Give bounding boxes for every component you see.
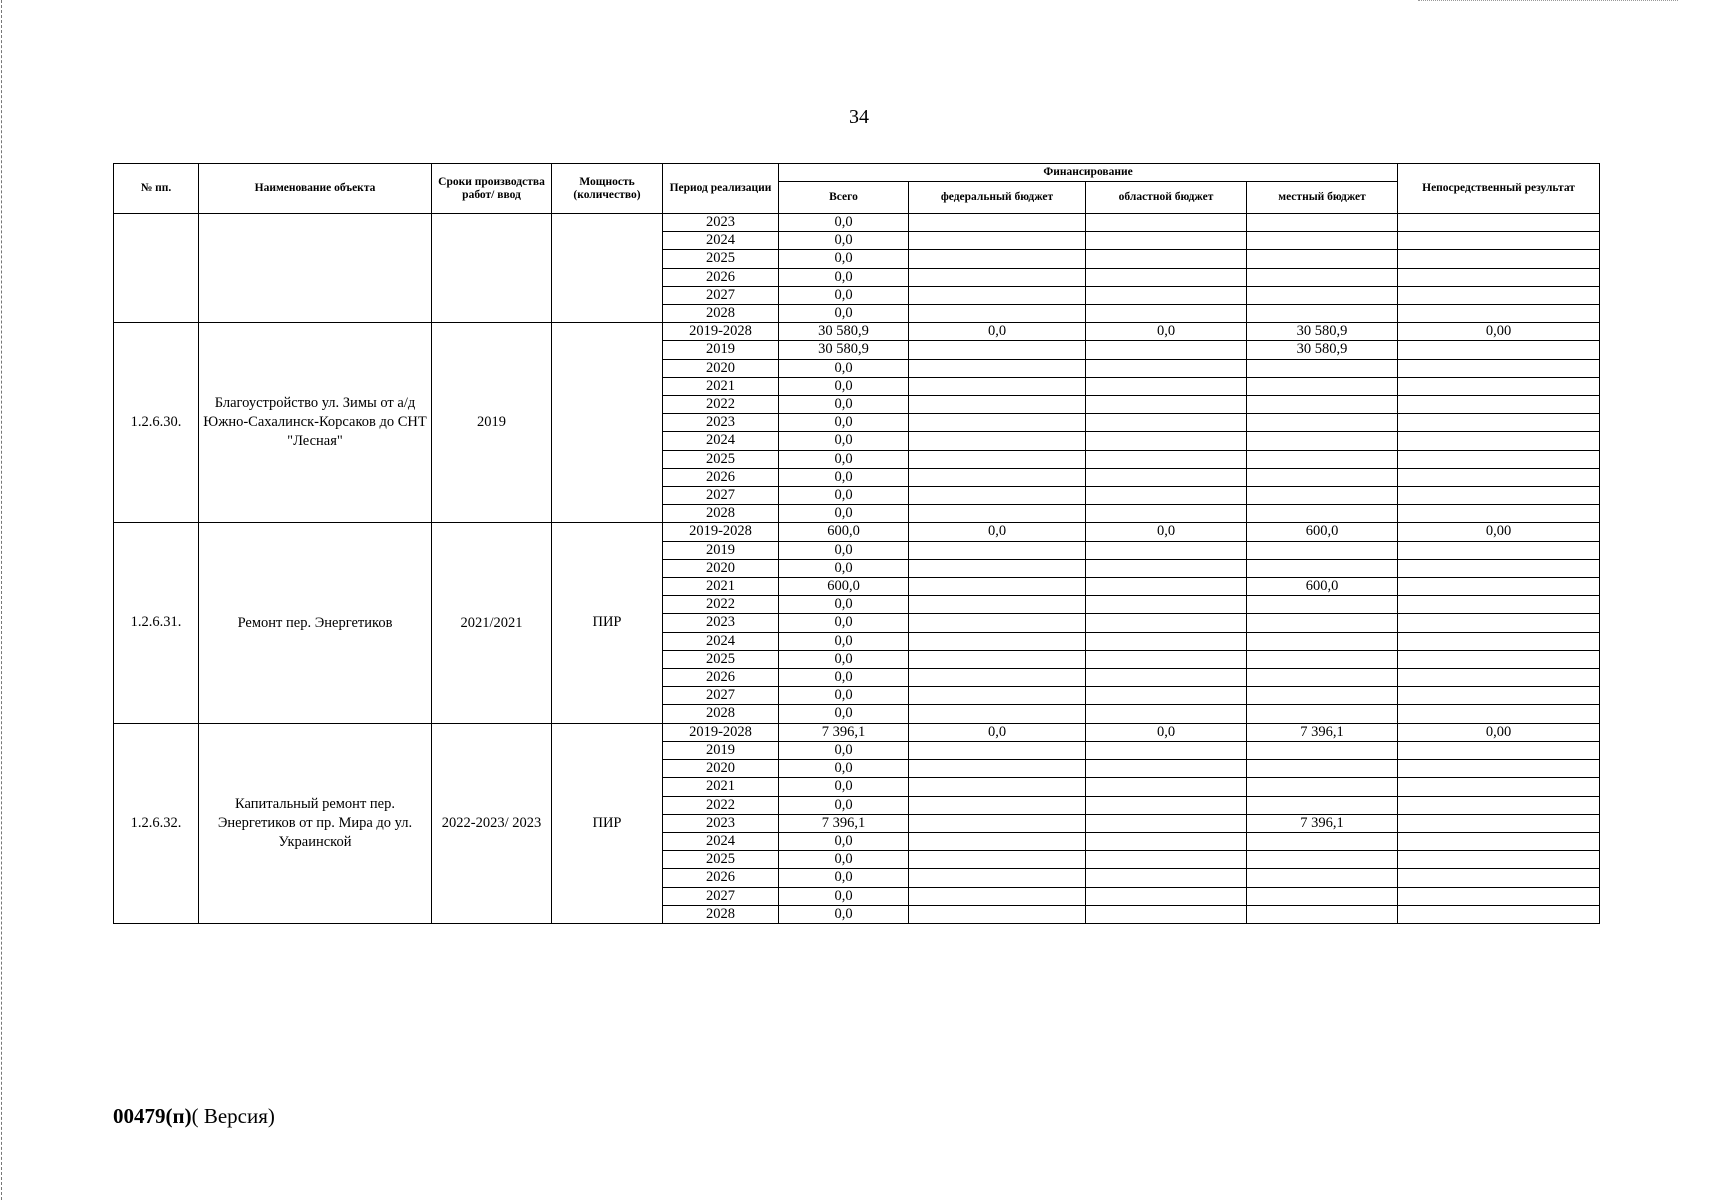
cell-federal bbox=[909, 396, 1086, 414]
cell-local bbox=[1247, 359, 1398, 377]
cell-result bbox=[1398, 341, 1600, 359]
cell-federal bbox=[909, 414, 1086, 432]
cell-regional bbox=[1086, 468, 1247, 486]
cell-total: 0,0 bbox=[779, 887, 909, 905]
cell-regional bbox=[1086, 741, 1247, 759]
cell-regional bbox=[1086, 705, 1247, 723]
cell-regional bbox=[1086, 578, 1247, 596]
cell-result bbox=[1398, 687, 1600, 705]
scan-edge-mark bbox=[1418, 0, 1678, 2]
cell-federal bbox=[909, 741, 1086, 759]
header-num: № пп. bbox=[114, 164, 199, 214]
cell-total: 0,0 bbox=[779, 778, 909, 796]
scan-edge-line bbox=[1, 0, 3, 1200]
cell-period: 2027 bbox=[663, 487, 779, 505]
cell-local bbox=[1247, 596, 1398, 614]
cell-period: 2028 bbox=[663, 505, 779, 523]
cell-local bbox=[1247, 286, 1398, 304]
cell-result: 0,00 bbox=[1398, 723, 1600, 741]
cell-federal bbox=[909, 487, 1086, 505]
cell-result bbox=[1398, 741, 1600, 759]
cell-num: 1.2.6.30. bbox=[114, 323, 199, 523]
cell-local bbox=[1247, 705, 1398, 723]
cell-total: 0,0 bbox=[779, 796, 909, 814]
cell-result bbox=[1398, 250, 1600, 268]
cell-terms: 2021/2021 bbox=[432, 523, 552, 723]
cell-total: 0,0 bbox=[779, 650, 909, 668]
cell-result bbox=[1398, 578, 1600, 596]
cell-total: 0,0 bbox=[779, 741, 909, 759]
cell-name: Благоустройство ул. Зимы от а/д Южно-Сахалинск-Корсаков до СНТ "Лесная" bbox=[199, 323, 432, 523]
cell-regional: 0,0 bbox=[1086, 323, 1247, 341]
cell-local: 7 396,1 bbox=[1247, 723, 1398, 741]
cell-period: 2020 bbox=[663, 359, 779, 377]
cell-period: 2022 bbox=[663, 396, 779, 414]
cell-federal bbox=[909, 505, 1086, 523]
cell-result bbox=[1398, 268, 1600, 286]
cell-period: 2019-2028 bbox=[663, 723, 779, 741]
cell-local bbox=[1247, 541, 1398, 559]
cell-federal bbox=[909, 359, 1086, 377]
cell-federal bbox=[909, 596, 1086, 614]
document-footer bbox=[113, 1104, 275, 1129]
cell-regional bbox=[1086, 632, 1247, 650]
cell-total: 0,0 bbox=[779, 832, 909, 850]
cell-federal bbox=[909, 814, 1086, 832]
cell-local bbox=[1247, 559, 1398, 577]
cell-local bbox=[1247, 396, 1398, 414]
cell-total: 0,0 bbox=[779, 359, 909, 377]
header-period: Период реализации bbox=[663, 164, 779, 214]
cell-period: 2025 bbox=[663, 851, 779, 869]
cell-result bbox=[1398, 905, 1600, 923]
cell-result bbox=[1398, 832, 1600, 850]
cell-federal bbox=[909, 669, 1086, 687]
cell-period: 2019-2028 bbox=[663, 523, 779, 541]
cell-regional bbox=[1086, 541, 1247, 559]
document-code: 00479(п) bbox=[113, 1104, 192, 1128]
header-total: Всего bbox=[779, 182, 909, 214]
cell-federal bbox=[909, 305, 1086, 323]
cell-name bbox=[199, 214, 432, 323]
cell-regional bbox=[1086, 414, 1247, 432]
cell-federal bbox=[909, 650, 1086, 668]
cell-regional bbox=[1086, 341, 1247, 359]
cell-local bbox=[1247, 450, 1398, 468]
cell-result bbox=[1398, 377, 1600, 395]
page-number: 34 bbox=[849, 106, 869, 128]
cell-federal bbox=[909, 614, 1086, 632]
cell-capacity bbox=[552, 323, 663, 523]
cell-period: 2026 bbox=[663, 669, 779, 687]
cell-local bbox=[1247, 669, 1398, 687]
cell-period: 2023 bbox=[663, 614, 779, 632]
cell-regional bbox=[1086, 268, 1247, 286]
cell-regional bbox=[1086, 778, 1247, 796]
cell-total: 0,0 bbox=[779, 705, 909, 723]
cell-total: 0,0 bbox=[779, 468, 909, 486]
cell-regional bbox=[1086, 814, 1247, 832]
cell-result bbox=[1398, 432, 1600, 450]
cell-result: 0,00 bbox=[1398, 323, 1600, 341]
cell-period: 2022 bbox=[663, 596, 779, 614]
cell-total: 7 396,1 bbox=[779, 723, 909, 741]
cell-local bbox=[1247, 760, 1398, 778]
cell-terms bbox=[432, 214, 552, 323]
cell-local bbox=[1247, 432, 1398, 450]
cell-period: 2019 bbox=[663, 741, 779, 759]
cell-period: 2026 bbox=[663, 268, 779, 286]
cell-local bbox=[1247, 905, 1398, 923]
cell-total: 0,0 bbox=[779, 250, 909, 268]
cell-total: 0,0 bbox=[779, 632, 909, 650]
cell-local bbox=[1247, 505, 1398, 523]
cell-local bbox=[1247, 650, 1398, 668]
cell-local bbox=[1247, 305, 1398, 323]
cell-regional bbox=[1086, 869, 1247, 887]
cell-federal bbox=[909, 705, 1086, 723]
cell-regional bbox=[1086, 596, 1247, 614]
cell-local: 7 396,1 bbox=[1247, 814, 1398, 832]
cell-num: 1.2.6.31. bbox=[114, 523, 199, 723]
cell-regional bbox=[1086, 887, 1247, 905]
cell-total: 7 396,1 bbox=[779, 814, 909, 832]
cell-local bbox=[1247, 687, 1398, 705]
cell-result bbox=[1398, 505, 1600, 523]
cell-result bbox=[1398, 468, 1600, 486]
header-financing: Финансирование bbox=[779, 164, 1398, 182]
cell-period: 2027 bbox=[663, 887, 779, 905]
cell-result bbox=[1398, 632, 1600, 650]
cell-total: 0,0 bbox=[779, 487, 909, 505]
cell-local: 30 580,9 bbox=[1247, 323, 1398, 341]
cell-period: 2026 bbox=[663, 869, 779, 887]
cell-total: 0,0 bbox=[779, 687, 909, 705]
cell-regional: 0,0 bbox=[1086, 523, 1247, 541]
cell-num bbox=[114, 214, 199, 323]
table-row bbox=[114, 214, 1600, 232]
header-capacity: Мощность (количество) bbox=[552, 164, 663, 214]
cell-period: 2024 bbox=[663, 232, 779, 250]
cell-federal bbox=[909, 796, 1086, 814]
cell-federal bbox=[909, 632, 1086, 650]
cell-local bbox=[1247, 487, 1398, 505]
cell-regional bbox=[1086, 214, 1247, 232]
cell-period: 2020 bbox=[663, 760, 779, 778]
cell-name: Капитальный ремонт пер. Энергетиков от пр. Мира до ул. Украинской bbox=[199, 723, 432, 923]
cell-period: 2023 bbox=[663, 414, 779, 432]
financing-table bbox=[113, 163, 1600, 924]
cell-result bbox=[1398, 359, 1600, 377]
cell-total: 0,0 bbox=[779, 377, 909, 395]
cell-regional bbox=[1086, 286, 1247, 304]
cell-total: 0,0 bbox=[779, 414, 909, 432]
cell-total: 0,0 bbox=[779, 214, 909, 232]
cell-period: 2019 bbox=[663, 341, 779, 359]
cell-federal bbox=[909, 851, 1086, 869]
table-row bbox=[114, 723, 1600, 741]
cell-regional bbox=[1086, 359, 1247, 377]
cell-period: 2023 bbox=[663, 214, 779, 232]
cell-total: 0,0 bbox=[779, 760, 909, 778]
cell-period: 2021 bbox=[663, 778, 779, 796]
cell-capacity bbox=[552, 214, 663, 323]
cell-federal: 0,0 bbox=[909, 523, 1086, 541]
cell-result bbox=[1398, 887, 1600, 905]
cell-period: 2025 bbox=[663, 650, 779, 668]
cell-regional bbox=[1086, 614, 1247, 632]
cell-regional bbox=[1086, 760, 1247, 778]
cell-federal bbox=[909, 778, 1086, 796]
cell-total: 0,0 bbox=[779, 614, 909, 632]
cell-result bbox=[1398, 814, 1600, 832]
cell-regional bbox=[1086, 796, 1247, 814]
cell-federal bbox=[909, 887, 1086, 905]
cell-federal bbox=[909, 432, 1086, 450]
cell-total: 0,0 bbox=[779, 305, 909, 323]
cell-period: 2025 bbox=[663, 250, 779, 268]
cell-regional bbox=[1086, 851, 1247, 869]
cell-federal bbox=[909, 232, 1086, 250]
cell-total: 0,0 bbox=[779, 450, 909, 468]
cell-result bbox=[1398, 305, 1600, 323]
cell-total: 600,0 bbox=[779, 523, 909, 541]
cell-local bbox=[1247, 414, 1398, 432]
cell-regional bbox=[1086, 232, 1247, 250]
cell-num: 1.2.6.32. bbox=[114, 723, 199, 923]
header-name: Наименование объекта bbox=[199, 164, 432, 214]
header-local: местный бюджет bbox=[1247, 182, 1398, 214]
cell-result bbox=[1398, 705, 1600, 723]
cell-regional bbox=[1086, 905, 1247, 923]
cell-result bbox=[1398, 541, 1600, 559]
cell-total: 0,0 bbox=[779, 505, 909, 523]
cell-period: 2023 bbox=[663, 814, 779, 832]
cell-regional bbox=[1086, 450, 1247, 468]
header-result: Непосредственный результат bbox=[1398, 164, 1600, 214]
cell-regional bbox=[1086, 669, 1247, 687]
cell-local: 30 580,9 bbox=[1247, 341, 1398, 359]
cell-local bbox=[1247, 250, 1398, 268]
cell-result bbox=[1398, 614, 1600, 632]
cell-regional bbox=[1086, 377, 1247, 395]
cell-result bbox=[1398, 396, 1600, 414]
cell-period: 2028 bbox=[663, 705, 779, 723]
table-header bbox=[114, 164, 1600, 214]
cell-regional bbox=[1086, 432, 1247, 450]
cell-result bbox=[1398, 487, 1600, 505]
cell-result bbox=[1398, 232, 1600, 250]
table-row bbox=[114, 523, 1600, 541]
cell-federal: 0,0 bbox=[909, 723, 1086, 741]
cell-federal bbox=[909, 687, 1086, 705]
cell-total: 30 580,9 bbox=[779, 323, 909, 341]
cell-regional bbox=[1086, 832, 1247, 850]
cell-total: 600,0 bbox=[779, 578, 909, 596]
cell-local bbox=[1247, 796, 1398, 814]
header-federal: федеральный бюджет bbox=[909, 182, 1086, 214]
cell-local bbox=[1247, 832, 1398, 850]
cell-federal bbox=[909, 377, 1086, 395]
cell-local bbox=[1247, 377, 1398, 395]
cell-local bbox=[1247, 614, 1398, 632]
cell-federal bbox=[909, 250, 1086, 268]
cell-total: 30 580,9 bbox=[779, 341, 909, 359]
cell-result bbox=[1398, 286, 1600, 304]
cell-federal bbox=[909, 468, 1086, 486]
cell-federal: 0,0 bbox=[909, 323, 1086, 341]
cell-result bbox=[1398, 851, 1600, 869]
cell-total: 0,0 bbox=[779, 869, 909, 887]
cell-result bbox=[1398, 669, 1600, 687]
cell-regional bbox=[1086, 305, 1247, 323]
cell-local bbox=[1247, 887, 1398, 905]
cell-terms: 2019 bbox=[432, 323, 552, 523]
cell-total: 0,0 bbox=[779, 541, 909, 559]
cell-federal bbox=[909, 869, 1086, 887]
cell-local bbox=[1247, 468, 1398, 486]
cell-result bbox=[1398, 559, 1600, 577]
cell-federal bbox=[909, 214, 1086, 232]
cell-capacity: ПИР bbox=[552, 723, 663, 923]
table-body bbox=[114, 214, 1600, 924]
cell-period: 2028 bbox=[663, 905, 779, 923]
cell-result bbox=[1398, 650, 1600, 668]
cell-period: 2026 bbox=[663, 468, 779, 486]
cell-period: 2027 bbox=[663, 286, 779, 304]
cell-regional: 0,0 bbox=[1086, 723, 1247, 741]
cell-period: 2021 bbox=[663, 578, 779, 596]
cell-local: 600,0 bbox=[1247, 523, 1398, 541]
cell-local bbox=[1247, 778, 1398, 796]
cell-federal bbox=[909, 286, 1086, 304]
header-terms: Сроки производства работ/ ввод bbox=[432, 164, 552, 214]
cell-regional bbox=[1086, 396, 1247, 414]
document-version: ( Версия) bbox=[191, 1104, 275, 1128]
cell-total: 0,0 bbox=[779, 669, 909, 687]
cell-federal bbox=[909, 341, 1086, 359]
cell-federal bbox=[909, 905, 1086, 923]
cell-total: 0,0 bbox=[779, 268, 909, 286]
cell-result bbox=[1398, 760, 1600, 778]
cell-period: 2025 bbox=[663, 450, 779, 468]
cell-result bbox=[1398, 796, 1600, 814]
cell-local: 600,0 bbox=[1247, 578, 1398, 596]
header-regional: областной бюджет bbox=[1086, 182, 1247, 214]
cell-period: 2024 bbox=[663, 432, 779, 450]
cell-period: 2024 bbox=[663, 632, 779, 650]
cell-result: 0,00 bbox=[1398, 523, 1600, 541]
cell-federal bbox=[909, 541, 1086, 559]
cell-result bbox=[1398, 214, 1600, 232]
cell-result bbox=[1398, 596, 1600, 614]
cell-local bbox=[1247, 268, 1398, 286]
cell-local bbox=[1247, 232, 1398, 250]
cell-name: Ремонт пер. Энергетиков bbox=[199, 523, 432, 723]
cell-federal bbox=[909, 578, 1086, 596]
cell-period: 2020 bbox=[663, 559, 779, 577]
cell-regional bbox=[1086, 650, 1247, 668]
cell-period: 2027 bbox=[663, 687, 779, 705]
cell-federal bbox=[909, 450, 1086, 468]
cell-federal bbox=[909, 760, 1086, 778]
cell-local bbox=[1247, 214, 1398, 232]
cell-federal bbox=[909, 268, 1086, 286]
cell-period: 2022 bbox=[663, 796, 779, 814]
table-row bbox=[114, 323, 1600, 341]
cell-result bbox=[1398, 778, 1600, 796]
cell-capacity: ПИР bbox=[552, 523, 663, 723]
cell-regional bbox=[1086, 559, 1247, 577]
cell-regional bbox=[1086, 687, 1247, 705]
cell-period: 2024 bbox=[663, 832, 779, 850]
cell-local bbox=[1247, 741, 1398, 759]
cell-period: 2019 bbox=[663, 541, 779, 559]
cell-period: 2019-2028 bbox=[663, 323, 779, 341]
cell-period: 2021 bbox=[663, 377, 779, 395]
cell-federal bbox=[909, 559, 1086, 577]
cell-total: 0,0 bbox=[779, 851, 909, 869]
cell-total: 0,0 bbox=[779, 232, 909, 250]
cell-terms: 2022-2023/ 2023 bbox=[432, 723, 552, 923]
cell-result bbox=[1398, 414, 1600, 432]
cell-total: 0,0 bbox=[779, 559, 909, 577]
cell-local bbox=[1247, 632, 1398, 650]
cell-federal bbox=[909, 832, 1086, 850]
cell-regional bbox=[1086, 487, 1247, 505]
cell-local bbox=[1247, 851, 1398, 869]
cell-regional bbox=[1086, 250, 1247, 268]
cell-result bbox=[1398, 450, 1600, 468]
cell-regional bbox=[1086, 505, 1247, 523]
cell-total: 0,0 bbox=[779, 286, 909, 304]
cell-period: 2028 bbox=[663, 305, 779, 323]
cell-result bbox=[1398, 869, 1600, 887]
cell-total: 0,0 bbox=[779, 596, 909, 614]
cell-total: 0,0 bbox=[779, 396, 909, 414]
cell-total: 0,0 bbox=[779, 432, 909, 450]
cell-total: 0,0 bbox=[779, 905, 909, 923]
cell-local bbox=[1247, 869, 1398, 887]
